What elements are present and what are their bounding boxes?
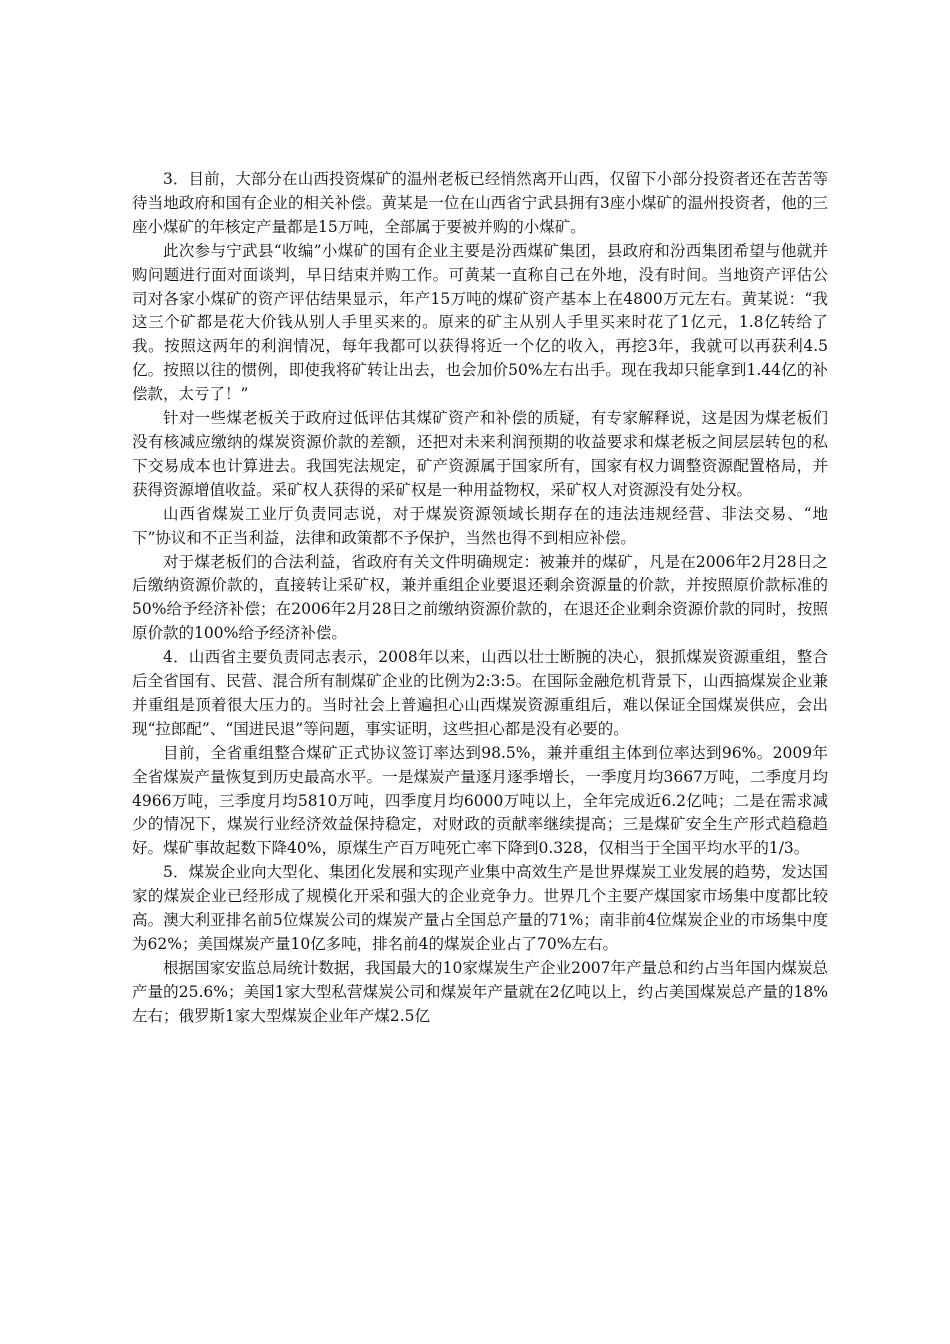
paragraph-9: 根据国家安监总局统计数据，我国最大的10家煤炭生产企业2007年产量总和约占当年国内煤炭总产量的25.6%；美国1家大型私营煤炭公司和煤炭年产量就在2亿吨以上，约占美国煤炭总产量的18%左右；俄罗斯1家大型煤炭企业年产煤2.5亿 [132, 958, 828, 1025]
document-page [132, 168, 828, 1029]
paragraph-5: 对于煤老板们的合法利益，省政府有关文件明确规定：被兼并的煤矿，凡是在2006年2月28日之后缴纳资源价款的，直接转让采矿权，兼并重组企业要退还剩余资源量的价款，并按照原价款标准的50%给予经济补偿；在2006年2月28日之前缴纳资源价款的，在退还企业剩余资源价款的同时，按照原价款的100%给予经济补偿。 [132, 552, 828, 643]
paragraph-2: 此次参与宁武县“收编”小煤矿的国有企业主要是汾西煤矿集团，县政府和汾西集团希望与他就并购问题进行面对面谈判，早日结束并购工作。可黄某一直称自己在外地，没有时间。当地资产评估公司对各家小煤矿的资产评估结果显示，年产15万吨的煤矿资产基本上在4800万元左右。黄某说：“我这三个矿都是花大价钱从别人手里买来的。原来的矿主从别人手里买来时花了1亿元，1.8亿转给了我。按照这两年的利润情况，每年我都可以获得将近一个亿的收入，再挖3年，我就可以再获利4.5亿。按照以往的惯例，即使我将矿转让出去，也会加价50%左右出手。现在我却只能拿到1.44亿的补偿款，太亏了！” [132, 241, 828, 404]
paragraph-7: 目前，全省重组整合煤矿正式协议签订率达到98.5%，兼并重组主体到位率达到96%。2009年全省煤炭产量恢复到历史最高水平。一是煤炭产量逐月逐季增长，一季度月均3667万吨，二季度月均4966万吨，三季度月均5810万吨，四季度月均6000万吨以上，全年完成近6.2亿吨；二是在需求减少的情况下，煤炭行业经济效益保持稳定，对财政的贡献率继续提高；三是煤矿安全生产形式趋稳趋好。煤矿事故起数下降40%，原煤生产百万吨死亡率下降到0.328，仅相当于全国平均水平的1/3。 [132, 743, 828, 858]
paragraph-1: 3．目前，大部分在山西投资煤矿的温州老板已经悄然离开山西，仅留下小部分投资者还在苦苦等待当地政府和国有企业的相关补偿。黄某是一位在山西省宁武县拥有3座小煤矿的温州投资者，他的三座小煤矿的年核定产量都是15万吨，全部属于要被并购的小煤矿。 [132, 170, 828, 236]
paragraph-8: 5．煤炭企业向大型化、集团化发展和实现产业集中高效生产是世界煤炭工业发展的趋势，发达国家的煤炭企业已经形成了规模化开采和强大的企业竞争力。世界几个主要产煤国家市场集中度都比较高。澳大利亚排名前5位煤炭公司的煤炭产量占全国总产量的71%；南非前4位煤炭企业的市场集中度为62%；美国煤炭产量10亿多吨，排名前4的煤炭企业占了70%左右。 [132, 863, 828, 953]
paragraph-6: 4．山西省主要负责同志表示，2008年以来，山西以壮士断腕的决心，狠抓煤炭资源重组，整合后全省国有、民营、混合所有制煤矿企业的比例为2:3:5。在国际金融危机背景下，山西搞煤炭企业兼并重组是顶着很大压力的。当时社会上普遍担心山西煤炭资源重组后，难以保证全国煤炭供应，会出现“拉郎配”、“国进民退”等问题，事实证明，这些担心都是没有必要的。 [132, 648, 828, 738]
paragraph-3: 针对一些煤老板关于政府过低评估其煤矿资产和补偿的质疑，有专家解释说，这是因为煤老板们没有核减应缴纳的煤炭资源价款的差额，还把对未来利润预期的收益要求和煤老板之间层层转包的私下交易成本也计算进去。我国宪法规定，矿产资源属于国家所有，国家有权力调整资源配置格局，并获得资源增值收益。采矿权人获得的采矿权是一种用益物权，采矿权人对资源没有处分权。 [132, 409, 828, 499]
paragraph-4: 山西省煤炭工业厅负责同志说，对于煤炭资源领域长期存在的违法违规经营、非法交易、“地下”协议和不正当利益，法律和政策都不予保护，当然也得不到相应补偿。 [132, 504, 828, 547]
